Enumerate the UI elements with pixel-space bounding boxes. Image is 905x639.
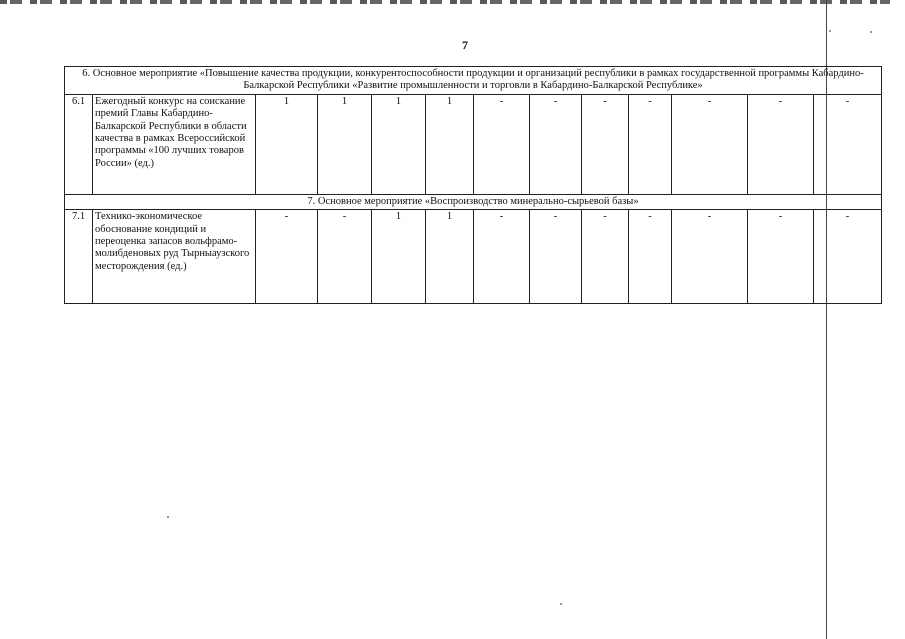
indicator-value-cell: - — [748, 210, 814, 304]
row-number: 6.1 — [65, 94, 93, 194]
indicator-name: Ежегодный конкурс на соискание премий Главы Кабардино-Балкарской Республики в области качества в рамках Всероссийской программы «100 лучших товаров России» (ед.) — [93, 94, 256, 194]
indicator-value-cell: 1 — [372, 210, 426, 304]
section-header-row — [65, 194, 882, 209]
indicator-value-cell: - — [629, 210, 672, 304]
indicator-value-cell: 1 — [256, 94, 318, 194]
indicator-value-cell: - — [629, 94, 672, 194]
indicator-value-cell: - — [474, 210, 530, 304]
indicator-value-cell: - — [530, 94, 582, 194]
indicator-value-cell: 1 — [426, 210, 474, 304]
program-indicators-table — [64, 66, 882, 304]
indicator-value-cell: - — [256, 210, 318, 304]
scan-speck — [560, 603, 562, 605]
indicator-value-cell: 1 — [318, 94, 372, 194]
section-title: 6. Основное мероприятие «Повышение качества продукции, конкурентоспособности продукции и организаций республики в рамках государственной программы Кабардино-Балкарской Республики «Развитие промышленности и торговли в Кабардино-Балкарской Республике» — [65, 67, 882, 95]
scan-speck — [167, 516, 169, 518]
indicator-value-cell: - — [814, 210, 882, 304]
indicator-value-cell: 1 — [372, 94, 426, 194]
table-row — [65, 210, 882, 304]
table-row — [65, 94, 882, 194]
indicator-value-cell: - — [530, 210, 582, 304]
indicator-value-cell: - — [672, 94, 748, 194]
indicator-value-cell: - — [748, 94, 814, 194]
scan-top-artifact — [0, 0, 890, 4]
indicator-value-cell: - — [474, 94, 530, 194]
indicator-value-cell: - — [582, 94, 629, 194]
section-title: 7. Основное мероприятие «Воспроизводство минерально-сырьевой базы» — [65, 194, 882, 209]
row-number: 7.1 — [65, 210, 93, 304]
scan-speck — [870, 31, 872, 33]
scan-speck — [829, 30, 831, 32]
indicator-value-cell: 1 — [426, 94, 474, 194]
page-number: 7 — [462, 38, 468, 52]
section-header-row — [65, 67, 882, 95]
indicator-value-cell: - — [582, 210, 629, 304]
indicator-value-cell: - — [672, 210, 748, 304]
indicator-value-cell: - — [318, 210, 372, 304]
indicator-name: Технико-экономическое обоснование кондиций и переоценка запасов вольфрамо-молибденовых руд Тырныаузского месторождения (ед.) — [93, 210, 256, 304]
indicator-value-cell: - — [814, 94, 882, 194]
